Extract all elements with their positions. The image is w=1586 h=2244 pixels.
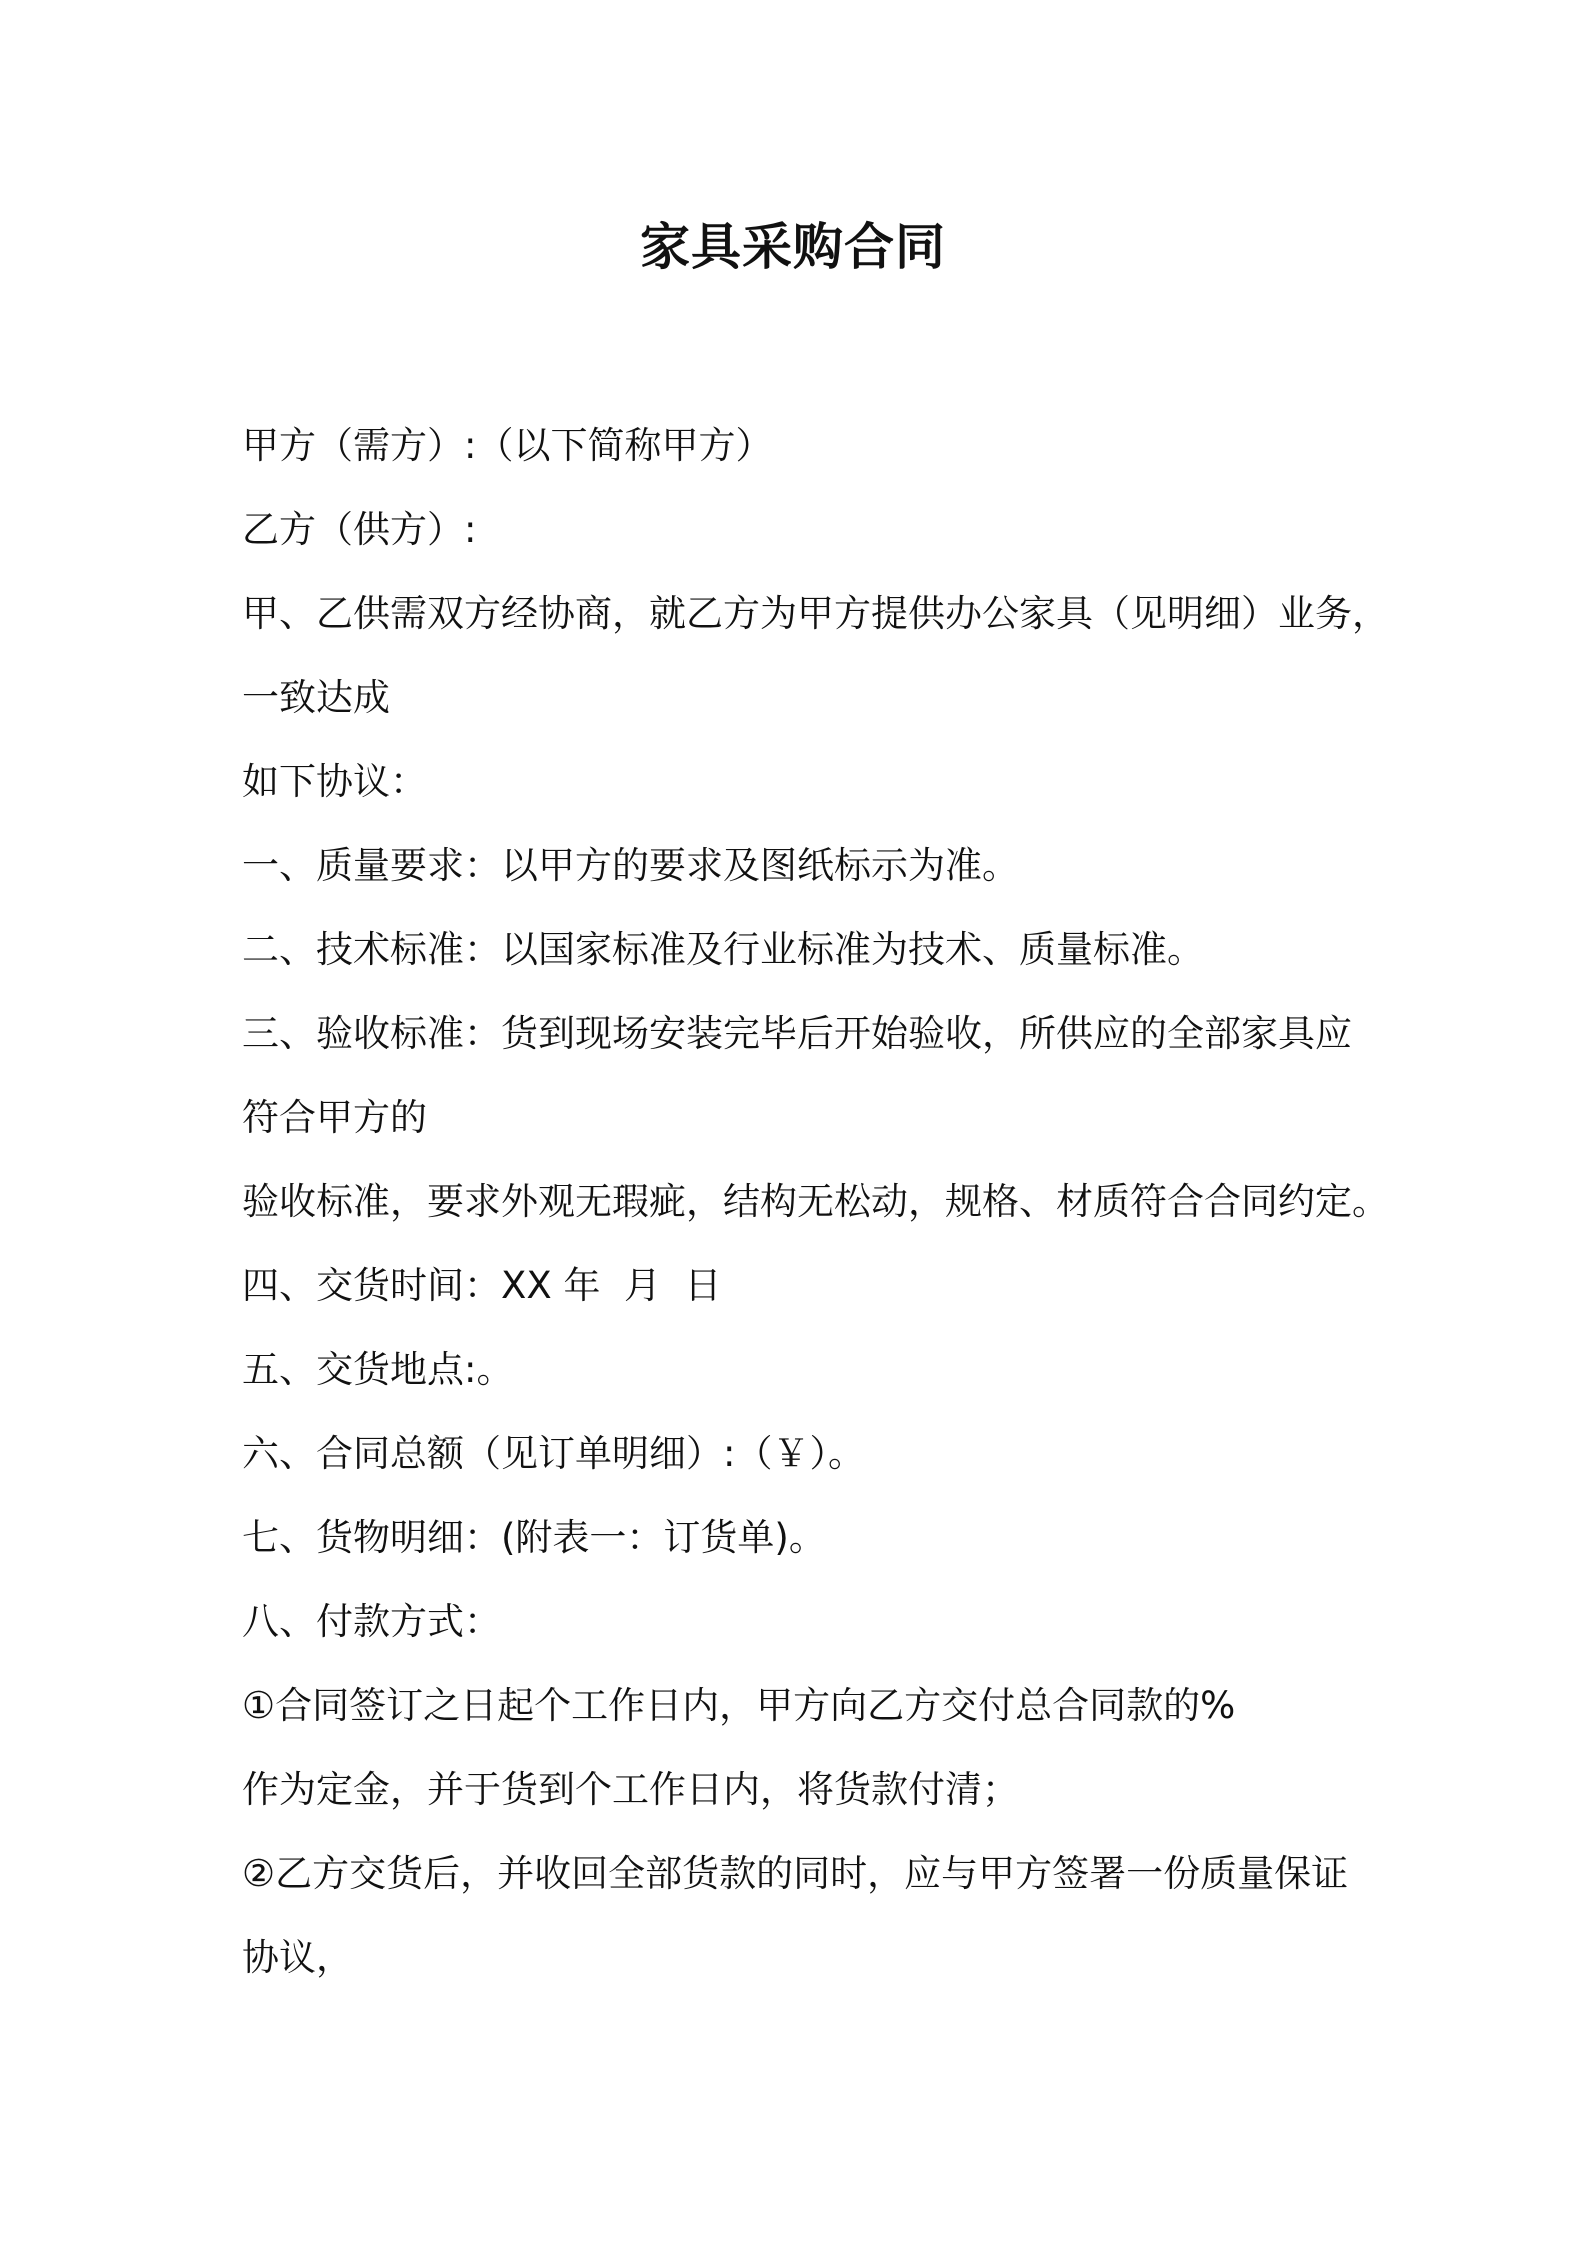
document-title: 家具采购合同 (640, 218, 946, 276)
party-b-line: 乙方（供方）: (242, 508, 477, 551)
payment-item-1-line-2: 作为定金，并于货到个工作日内，将货款付清； (242, 1768, 1019, 1811)
party-a-line: 甲方（需方）:（以下简称甲方） (242, 424, 773, 467)
clause-goods-detail: 七、货物明细：(附表一：订货单)。 (242, 1516, 826, 1559)
preamble-line-1: 甲、乙供需双方经协商，就乙方为甲方提供办公家具（见明细）业务， (242, 592, 1389, 635)
clause-delivery-time: 四、交货时间：XX 年 月 日 (242, 1264, 722, 1307)
preamble-line-3: 如下协议： (242, 760, 427, 803)
clause-payment-heading: 八、付款方式： (242, 1600, 501, 1643)
clause-technical-standard: 二、技术标准：以国家标准及行业标准为技术、质量标准。 (242, 928, 1204, 971)
clause-quality: 一、质量要求：以甲方的要求及图纸标示为准。 (242, 844, 1019, 887)
clause-acceptance-line-1: 三、验收标准：货到现场安装完毕后开始验收，所供应的全部家具应 (242, 1012, 1352, 1055)
payment-item-2-line-2: 协议， (242, 1936, 353, 1979)
clause-acceptance-line-2: 符合甲方的 (242, 1096, 427, 1139)
clause-delivery-place: 五、交货地点:。 (242, 1348, 514, 1391)
payment-item-1-line-1: ①合同签订之日起个工作日内，甲方向乙方交付总合同款的% (242, 1684, 1236, 1727)
clause-total-amount: 六、合同总额（见订单明细）:（￥）。 (242, 1432, 865, 1475)
clause-acceptance-line-3: 验收标准，要求外观无瑕疵，结构无松动，规格、材质符合合同约定。 (242, 1180, 1389, 1223)
payment-item-2-line-1: ②乙方交货后，并收回全部货款的同时，应与甲方签署一份质量保证 (242, 1852, 1349, 1895)
preamble-line-2: 一致达成 (242, 676, 390, 719)
document-body (242, 404, 1389, 2000)
